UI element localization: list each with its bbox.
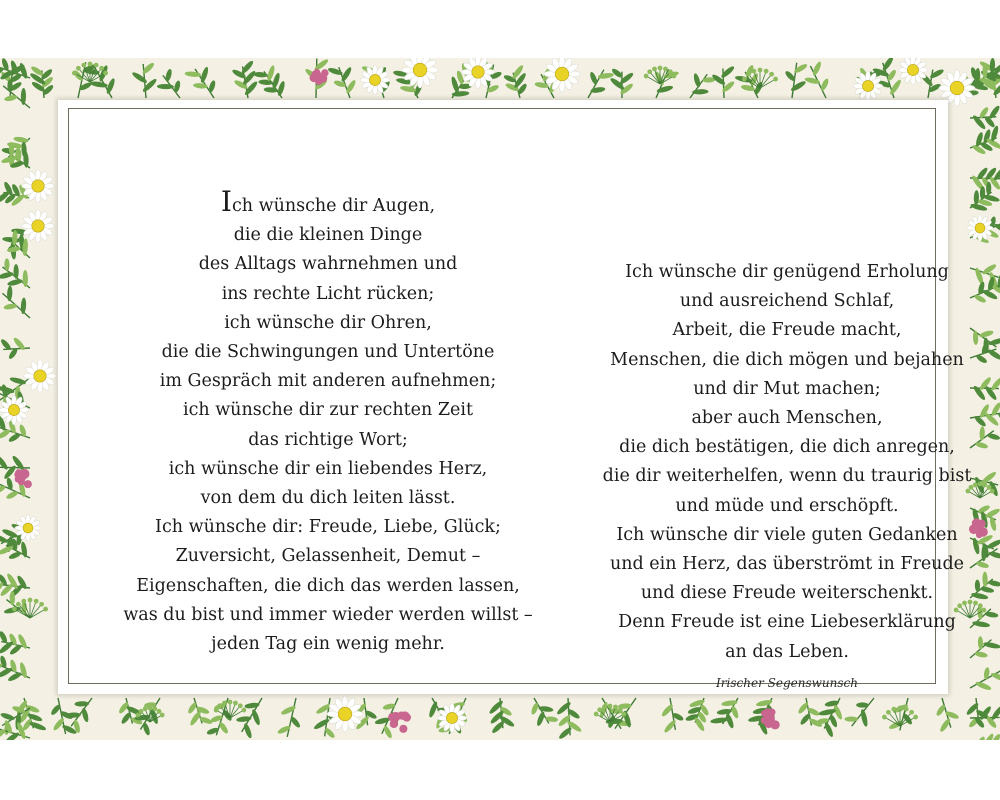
leaf-shape [29, 721, 47, 732]
umbel-ray [30, 609, 46, 618]
poem-line: die die kleinen Dinge [233, 225, 423, 246]
leaf-shape [184, 71, 201, 78]
daisy-center [907, 64, 918, 75]
leaf-shape [382, 703, 395, 711]
poem-line: und ausreichend Schlaf, [679, 291, 895, 312]
umbel-floret [658, 66, 663, 71]
umbel-floret [602, 705, 607, 710]
leaf-shape [0, 712, 15, 722]
leaf-shape [81, 707, 90, 722]
umbel-floret [647, 69, 652, 74]
umbel-floret [157, 709, 162, 714]
umbel-floret [758, 68, 763, 73]
leaf-shape [264, 87, 279, 93]
umbel-floret [88, 62, 93, 67]
umbel-floret [39, 602, 44, 607]
leaf-shape [23, 270, 28, 287]
poem-line: Ich wünsche dir viele guten Gedanken [616, 524, 958, 545]
poem-line: und müde und erschöpft. [675, 495, 899, 516]
umbel-floret [764, 69, 769, 74]
poem-line: das richtige Wort; [248, 429, 408, 450]
leaf-shape [811, 61, 822, 77]
poem-line: des Alltags wahrnehmen und [198, 254, 458, 275]
leaf-shape [253, 72, 268, 78]
leaf-shape [721, 699, 738, 706]
poem-line: was du bist und immer wieder werden willst – [123, 604, 533, 625]
umbel-floret [652, 67, 657, 72]
poem-line: ich wünsche dir Ohren, [224, 312, 432, 333]
poem-left-column [58, 185, 598, 659]
umbel-floret [668, 69, 673, 74]
umbel-floret [217, 703, 222, 708]
leaf-shape [589, 71, 599, 85]
leaf-shape [243, 722, 253, 739]
leaf-shape [218, 721, 230, 735]
umbel-floret [222, 701, 227, 706]
umbel-floret [898, 706, 903, 711]
leaf-shape [21, 88, 27, 105]
blossom-floret [317, 76, 324, 83]
umbel-ray [760, 79, 776, 88]
poem-line: und dir Mut machen; [693, 378, 881, 399]
umbel-floret [597, 707, 602, 712]
leaf-shape [693, 73, 702, 88]
poem-line: und ein Herz, das überströmt in Freude [609, 554, 965, 575]
umbel-floret [769, 72, 774, 77]
leaf-shape [0, 271, 14, 280]
umbel-ray [30, 604, 42, 618]
poem-line: die die Schwingungen und Untertöne [161, 342, 495, 363]
daisy-center [23, 523, 33, 533]
leaf-shape [929, 68, 945, 80]
leaf-shape [790, 80, 807, 93]
daisy-center [975, 223, 985, 233]
blossom-floret [24, 480, 32, 488]
daisy-center [32, 180, 44, 192]
leaf-shape [8, 432, 22, 443]
umbel-floret [135, 713, 140, 718]
umbel-floret [644, 74, 649, 79]
daisy-center [369, 74, 380, 85]
umbel-floret [909, 710, 914, 715]
leaf-shape [7, 278, 23, 287]
umbel-floret [618, 707, 623, 712]
umbel-floret [16, 602, 21, 607]
poem-line: aber auch Menschen, [691, 408, 883, 429]
umbel-floret [160, 713, 165, 718]
umbel-floret [608, 704, 613, 709]
daisy-center [8, 404, 19, 415]
umbel-floret [594, 712, 599, 717]
poem-line: ich wünsche dir ein liebendes Herz, [168, 458, 488, 479]
blossom-floret [18, 475, 24, 481]
leaf-shape [975, 735, 986, 740]
umbel-floret [12, 607, 17, 612]
umbel-floret [891, 707, 896, 712]
poem-line: die dich bestätigen, die dich anregen, [619, 437, 955, 458]
umbel-floret [621, 712, 626, 717]
poem-line: an das Leben. [725, 641, 849, 662]
leaf-shape [692, 89, 709, 95]
poem-line: im Gespräch mit anderen aufnehmen; [159, 371, 497, 392]
poem-line: Zuversicht, Gelassenheit, Demut – [175, 546, 481, 567]
umbel-floret [241, 708, 246, 713]
umbel-floret [214, 708, 219, 713]
leaf-shape [142, 722, 151, 736]
umbel-floret [99, 66, 104, 71]
daisy-center [555, 67, 569, 81]
umbel-floret [76, 66, 81, 71]
umbel-floret [913, 715, 918, 720]
umbel-floret [21, 599, 26, 604]
poem-line: Arbeit, die Freude macht, [672, 320, 902, 341]
umbel-floret [238, 703, 243, 708]
leaf-shape [538, 705, 554, 712]
leaf-shape [452, 91, 470, 98]
leaf-shape [0, 484, 6, 494]
poem-line: ins rechte Licht rücken; [221, 283, 435, 304]
leaf-shape [971, 114, 987, 131]
umbel-floret [81, 63, 86, 68]
umbel-floret [742, 77, 747, 82]
umbel-ray [30, 601, 36, 618]
leaf-shape [258, 79, 273, 85]
leaf-shape [0, 454, 9, 471]
umbel-floret [751, 69, 756, 74]
leaf-shape [251, 708, 262, 725]
leaf-shape [157, 84, 174, 90]
leaf-shape [236, 716, 252, 723]
leaf-shape [428, 701, 439, 719]
drop-cap-initial: I [220, 185, 232, 218]
leaf-shape [844, 716, 858, 721]
poem-line: Menschen, die dich mögen und bejahen [610, 349, 964, 370]
poem-line: jeden Tag ein wenig mehr. [211, 634, 445, 655]
leaf-shape [20, 541, 28, 558]
umbel-ray [760, 71, 766, 88]
umbel-floret [43, 607, 48, 612]
leaf-shape [536, 711, 546, 727]
poem-line: Eigenschaften, die dich das werden lassen, [136, 575, 520, 596]
blossom-floret [399, 725, 407, 733]
daisy-center [338, 707, 352, 721]
umbel-ray [230, 706, 240, 718]
leaf-shape [590, 86, 606, 94]
umbel-floret [228, 700, 233, 705]
leaf-shape [804, 76, 820, 84]
daisy-center [34, 370, 46, 382]
daisy-center [413, 63, 427, 77]
leaf-shape [193, 83, 208, 90]
umbel-floret [148, 706, 153, 711]
daisy-center [950, 81, 964, 95]
poem-line: von dem du dich leiten lässt. [200, 488, 456, 509]
leaf-shape [717, 708, 733, 715]
blossom-floret [764, 719, 773, 728]
umbel-floret [663, 67, 668, 72]
umbel-floret [773, 77, 778, 82]
umbel-floret [139, 709, 144, 714]
poem-line: Ich wünsche dir genügend Erholung [625, 262, 949, 282]
book-spread [0, 58, 1000, 740]
leaf-shape [374, 717, 390, 726]
umbel-floret [103, 71, 108, 76]
umbel-floret [72, 71, 77, 76]
umbel-floret [143, 706, 148, 711]
poem-line: die dir weiterhelfen, wenn du traurig bist [602, 466, 972, 487]
umbel-floret [886, 710, 891, 715]
umbel-floret [94, 63, 99, 68]
leaf-shape [856, 702, 869, 707]
poem-first-line [58, 185, 598, 221]
leaf-shape [860, 709, 869, 728]
poem-line: Ich wünsche dir: Freude, Liebe, Glück; [155, 517, 501, 538]
leaf-shape [935, 704, 947, 717]
umbel-floret [746, 72, 751, 77]
umbel-ray [760, 74, 772, 88]
umbel-floret [671, 74, 676, 79]
blossom-floret [399, 713, 406, 720]
poem-line: ich wünsche dir zur rechten Zeit [182, 400, 474, 421]
umbel-floret [882, 715, 887, 720]
leaf-shape [244, 702, 260, 709]
umbel-floret [233, 701, 238, 706]
poem-line: Denn Freude ist eine Liebeserklärung [618, 612, 956, 633]
umbel-floret [904, 707, 909, 712]
umbel-floret [152, 706, 157, 711]
blossom-floret [390, 720, 398, 728]
poem-first-line-text: ch wünsche dir Augen, [231, 196, 436, 216]
daisy-center [472, 66, 484, 78]
leaf-shape [7, 286, 13, 302]
poem-card [58, 100, 972, 694]
poem-attribution: Irischer Segenswunsch [716, 675, 858, 690]
umbel-floret [34, 599, 39, 604]
daisy-center [446, 712, 457, 723]
daisy-center [32, 220, 44, 232]
blossom-floret [761, 710, 767, 716]
daisy-center [862, 80, 873, 91]
leaf-shape [13, 136, 29, 144]
leaf-shape [280, 704, 297, 716]
blossom-floret [321, 69, 328, 76]
poem-line: und diese Freude weiterschenkt. [640, 583, 934, 604]
leaf-shape [20, 297, 26, 314]
poem-right-column [578, 258, 996, 693]
leaf-shape [720, 65, 736, 79]
umbel-floret [28, 598, 33, 603]
umbel-floret [613, 705, 618, 710]
